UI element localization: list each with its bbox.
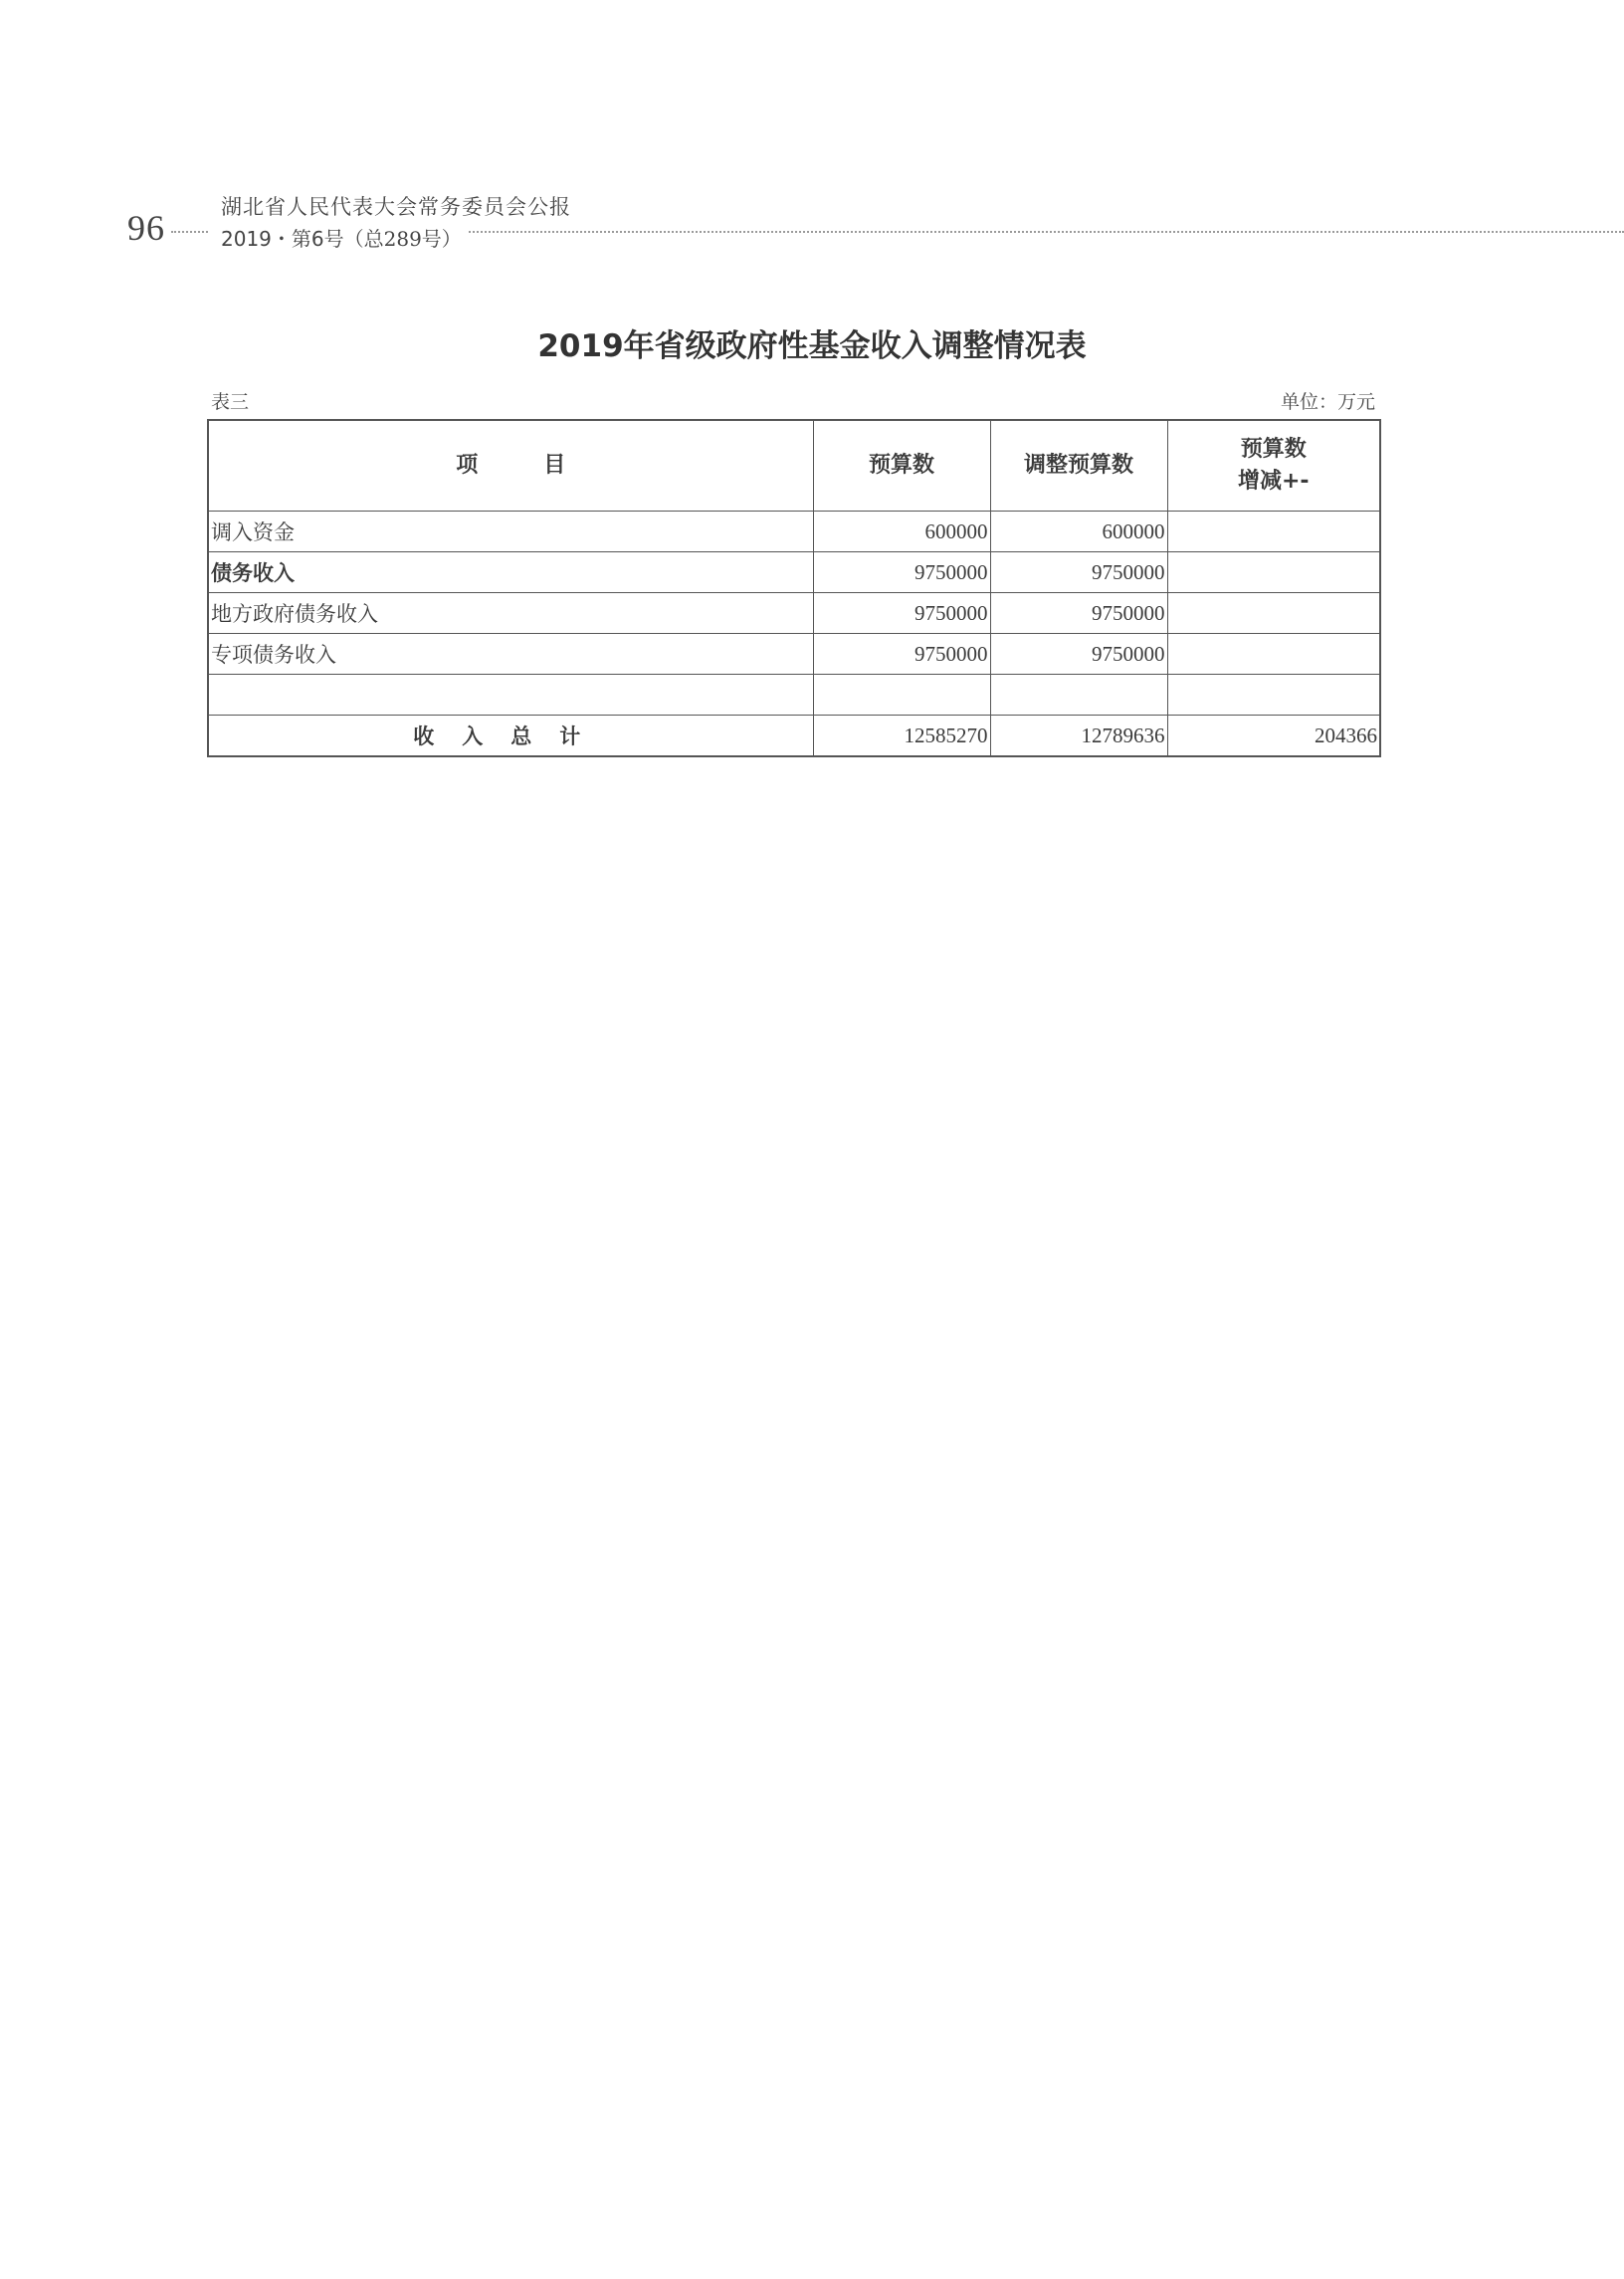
table-row-empty [208, 675, 1380, 716]
column-header-budget: 预算数 [813, 420, 990, 512]
row-item [208, 675, 813, 716]
row-budget: 9750000 [813, 593, 990, 634]
row-change [1167, 634, 1380, 675]
row-item: 地方政府债务收入 [208, 593, 813, 634]
column-header-item: 项 目 [208, 420, 813, 512]
row-adjusted-budget: 600000 [990, 512, 1167, 552]
table-total-row [208, 716, 1380, 757]
row-item: 债务收入 [208, 552, 813, 593]
column-header-change-line2: 增减+- [1237, 469, 1310, 494]
row-budget [813, 675, 990, 716]
table-row [208, 512, 1380, 552]
total-adjusted-budget: 12789636 [990, 716, 1167, 757]
row-adjusted-budget: 9750000 [990, 552, 1167, 593]
table-row [208, 593, 1380, 634]
document-title: 2019年省级政府性基金收入调整情况表 [537, 328, 1087, 364]
table-header-row [208, 420, 1380, 512]
row-adjusted-budget [990, 675, 1167, 716]
row-change [1167, 552, 1380, 593]
row-budget: 600000 [813, 512, 990, 552]
row-budget: 9750000 [813, 552, 990, 593]
fund-revenue-table [207, 419, 1381, 757]
total-budget: 12585270 [813, 716, 990, 757]
column-header-change-line1: 预算数 [1240, 437, 1307, 462]
row-item: 调入资金 [208, 512, 813, 552]
issue-line [221, 223, 462, 252]
page-number: 96 [127, 208, 165, 248]
row-item: 专项债务收入 [208, 634, 813, 675]
row-adjusted-budget: 9750000 [990, 593, 1167, 634]
row-adjusted-budget: 9750000 [990, 634, 1167, 675]
table-row [208, 552, 1380, 593]
column-header-adjusted-budget: 调整预算数 [990, 420, 1167, 512]
table-row [208, 634, 1380, 675]
row-change [1167, 675, 1380, 716]
journal-title: 湖北省人民代表大会常务委员会公报 [221, 195, 571, 219]
column-header-change [1167, 420, 1380, 512]
total-change: 204366 [1167, 716, 1380, 757]
unit-label: 单位：万元 [1280, 391, 1375, 413]
issue-total: （总289号） [343, 227, 462, 251]
row-change [1167, 512, 1380, 552]
row-budget: 9750000 [813, 634, 990, 675]
issue-number: 2019・第6号 [221, 227, 344, 251]
table-label: 表三 [211, 391, 250, 413]
row-change [1167, 593, 1380, 634]
total-label: 收入总计 [208, 716, 813, 757]
